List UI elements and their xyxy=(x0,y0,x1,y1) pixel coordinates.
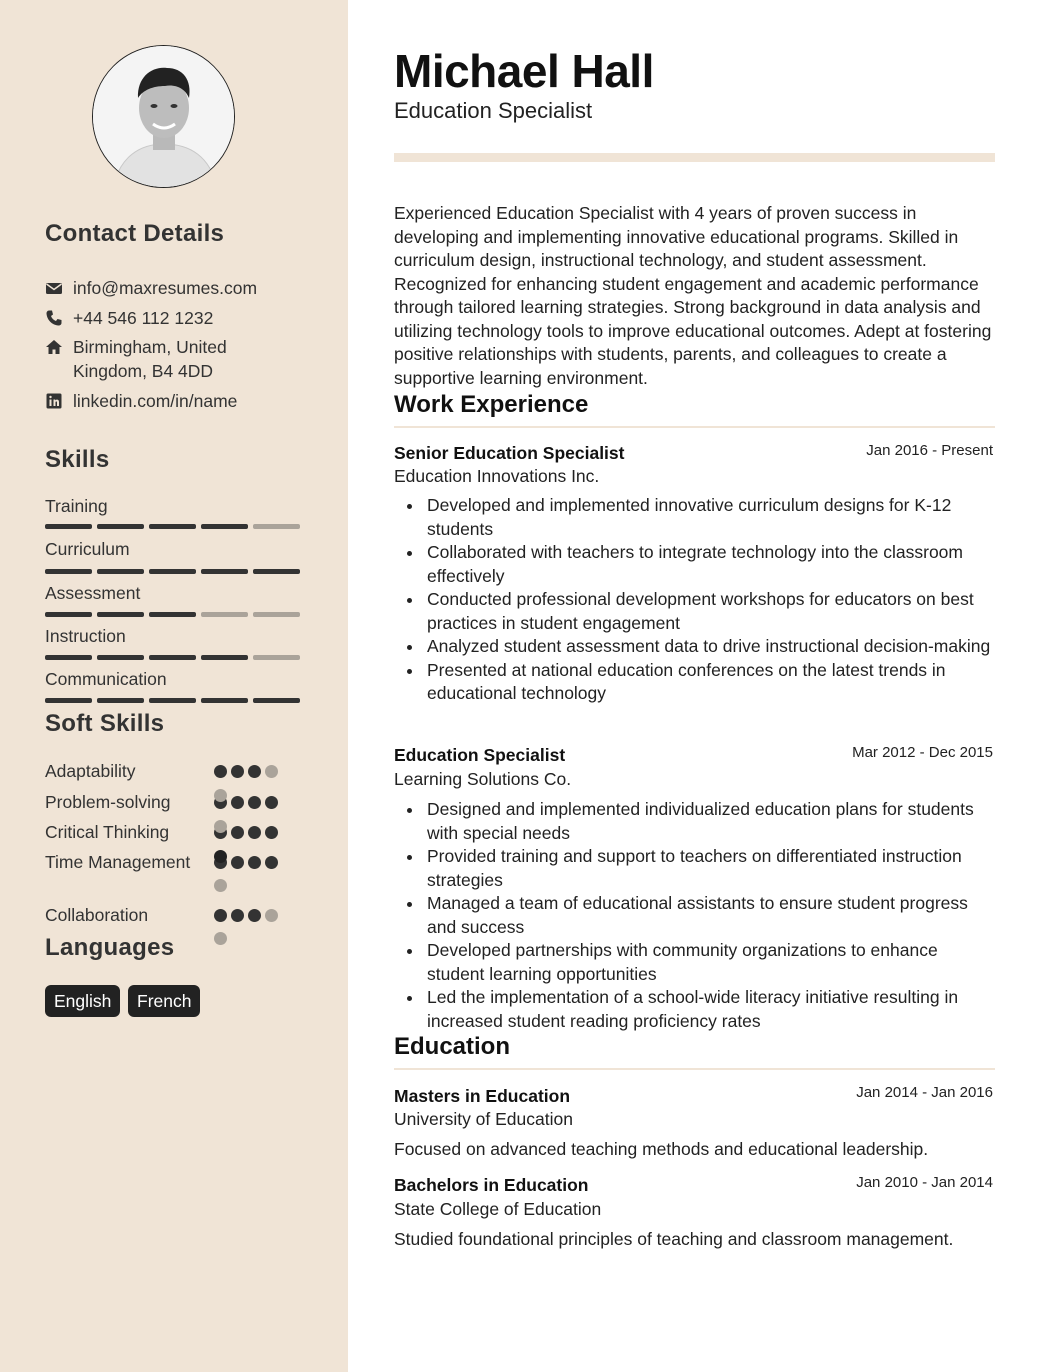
job-bullet: Collaborated with teachers to integrate technology into the classroom effectively xyxy=(394,541,995,588)
contact-heading: Contact Details xyxy=(45,220,225,247)
job-bullet: Provided training and support to teachers on differentiated instruction strategies xyxy=(394,845,995,892)
soft-skill-dots xyxy=(214,765,278,778)
job-bullet: Analyzed student assessment data to drive instructional decision-making xyxy=(394,635,995,659)
wrapped-dot xyxy=(214,820,227,833)
rating-dot xyxy=(231,856,244,869)
contact-address-text: Birmingham, United Kingdom, B4 4DD xyxy=(73,337,227,381)
skill-segment xyxy=(97,655,144,660)
skill-bar xyxy=(45,569,300,574)
language-badge: French xyxy=(128,985,200,1017)
skill-segment xyxy=(149,569,196,574)
skill-segment xyxy=(253,698,300,703)
rating-dot xyxy=(265,765,278,778)
skill-segment xyxy=(45,524,92,529)
education-heading: Education xyxy=(394,1033,511,1060)
soft-skill-label: Problem-solving xyxy=(45,792,171,812)
profile-photo xyxy=(92,45,235,188)
job-bullet: Developed partnerships with community organizations to enhance student learning opportunities xyxy=(394,939,995,986)
rating-dot xyxy=(248,796,261,809)
skill-label: Communication xyxy=(45,669,167,689)
candidate-name: Michael Hall xyxy=(394,45,654,97)
work-heading: Work Experience xyxy=(394,391,589,418)
contact-phone-text: +44 546 112 1232 xyxy=(73,308,214,328)
skill-segment xyxy=(45,569,92,574)
wrapped-dot xyxy=(214,789,227,802)
header-divider xyxy=(394,153,995,162)
wrapped-dot xyxy=(214,850,227,863)
job-title: Senior Education Specialist xyxy=(394,443,625,463)
degree-dates: Jan 2010 - Jan 2014 xyxy=(856,1174,993,1191)
person-portrait-icon xyxy=(93,46,235,188)
job-bullet: Designed and implemented individualized education plans for students with special needs xyxy=(394,798,995,845)
degree-title: Masters in Education xyxy=(394,1086,571,1106)
section-divider xyxy=(394,426,995,428)
rating-dot xyxy=(231,909,244,922)
job-company: Education Innovations Inc. xyxy=(394,466,600,486)
rating-dot xyxy=(214,909,227,922)
skill-bar xyxy=(45,698,300,703)
rating-dot xyxy=(248,765,261,778)
soft-skills-heading: Soft Skills xyxy=(45,710,165,737)
job-bullet: Presented at national education conferences on the latest trends in educational technology xyxy=(394,659,995,706)
rating-dot xyxy=(214,765,227,778)
job-bullet: Managed a team of educational assistants to ensure student progress and success xyxy=(394,892,995,939)
language-badge: English xyxy=(45,985,120,1017)
degree-dates: Jan 2014 - Jan 2016 xyxy=(856,1084,993,1101)
skill-segment xyxy=(45,655,92,660)
skill-segment xyxy=(149,698,196,703)
school-name: University of Education xyxy=(394,1109,573,1129)
job-bullets xyxy=(394,494,995,706)
rating-dot xyxy=(231,826,244,839)
skill-segment xyxy=(201,569,248,574)
skill-bar xyxy=(45,655,300,660)
school-name: State College of Education xyxy=(394,1199,602,1219)
candidate-title: Education Specialist xyxy=(394,98,593,123)
soft-skill-label: Time Management xyxy=(45,852,191,872)
job-bullets xyxy=(394,798,995,1033)
skill-segment xyxy=(97,612,144,617)
soft-skill-label: Critical Thinking xyxy=(45,822,170,842)
skill-segment xyxy=(253,655,300,660)
skill-segment xyxy=(97,698,144,703)
degree-description: Focused on advanced teaching methods and educational leadership. xyxy=(394,1139,929,1159)
wrapped-dot xyxy=(214,879,227,892)
skill-segment xyxy=(201,524,248,529)
job-bullet: Led the implementation of a school-wide literacy initiative resulting in increased student reading proficiency rates xyxy=(394,986,995,1033)
job-bullet: Developed and implemented innovative curriculum designs for K-12 students xyxy=(394,494,995,541)
skill-segment xyxy=(253,612,300,617)
wrapped-dot xyxy=(214,932,227,945)
contact-linkedin[interactable] xyxy=(45,389,273,413)
skill-segment xyxy=(253,569,300,574)
rating-dot xyxy=(231,765,244,778)
rating-dot xyxy=(231,796,244,809)
job-company: Learning Solutions Co. xyxy=(394,769,572,789)
job-dates: Jan 2016 - Present xyxy=(866,442,993,459)
rating-dot xyxy=(265,826,278,839)
skill-segment xyxy=(201,655,248,660)
profile-summary: Experienced Education Specialist with 4 years of proven success in developing and implementing innovative educational programs. Skilled in curriculum design, instructional technology, and student assessment. Recognized for enhancing student engagement and academic performance through tailored learning strategies. Strong background in data analysis and utilizing technology tools to improve educational outcomes. Adept at fostering positive relationships with students, parents, and colleagues to create a supportive learning environment. xyxy=(394,203,992,388)
skill-segment xyxy=(201,612,248,617)
skill-segment xyxy=(201,698,248,703)
skill-label: Curriculum xyxy=(45,539,130,559)
skill-segment xyxy=(45,612,92,617)
skill-segment xyxy=(149,612,196,617)
contact-email[interactable] xyxy=(45,276,273,300)
languages-heading: Languages xyxy=(45,934,175,961)
skill-segment xyxy=(149,655,196,660)
contact-email-text: info@maxresumes.com xyxy=(73,278,258,298)
skill-segment xyxy=(97,569,144,574)
degree-title: Bachelors in Education xyxy=(394,1175,589,1195)
envelope-icon xyxy=(45,279,63,297)
skills-heading: Skills xyxy=(45,446,110,473)
linkedin-icon xyxy=(45,392,63,410)
job-title: Education Specialist xyxy=(394,745,566,765)
skill-bar xyxy=(45,612,300,617)
skill-label: Instruction xyxy=(45,626,126,646)
soft-skill-label: Collaboration xyxy=(45,905,149,925)
rating-dot xyxy=(265,856,278,869)
degree-description: Studied foundational principles of teaching and classroom management. xyxy=(394,1229,954,1249)
home-icon xyxy=(45,338,63,356)
skill-segment xyxy=(149,524,196,529)
rating-dot xyxy=(265,796,278,809)
skill-segment xyxy=(253,524,300,529)
job-dates: Mar 2012 - Dec 2015 xyxy=(852,744,993,761)
rating-dot xyxy=(248,909,261,922)
skill-segment xyxy=(97,524,144,529)
skill-segment xyxy=(45,698,92,703)
section-divider xyxy=(394,1068,995,1070)
phone-icon xyxy=(45,309,63,327)
contact-phone[interactable] xyxy=(45,306,273,330)
skill-label: Assessment xyxy=(45,583,141,603)
soft-skill-dots xyxy=(214,909,278,922)
job-bullet: Conducted professional development workshops for educators on best practices in student engagement xyxy=(394,588,995,635)
contact-address xyxy=(45,335,273,383)
contact-linkedin-text: linkedin.com/in/name xyxy=(73,391,238,411)
skill-bar xyxy=(45,524,300,529)
soft-skill-label: Adaptability xyxy=(45,761,136,781)
skill-label: Training xyxy=(45,496,108,516)
rating-dot xyxy=(248,826,261,839)
rating-dot xyxy=(248,856,261,869)
rating-dot xyxy=(265,909,278,922)
